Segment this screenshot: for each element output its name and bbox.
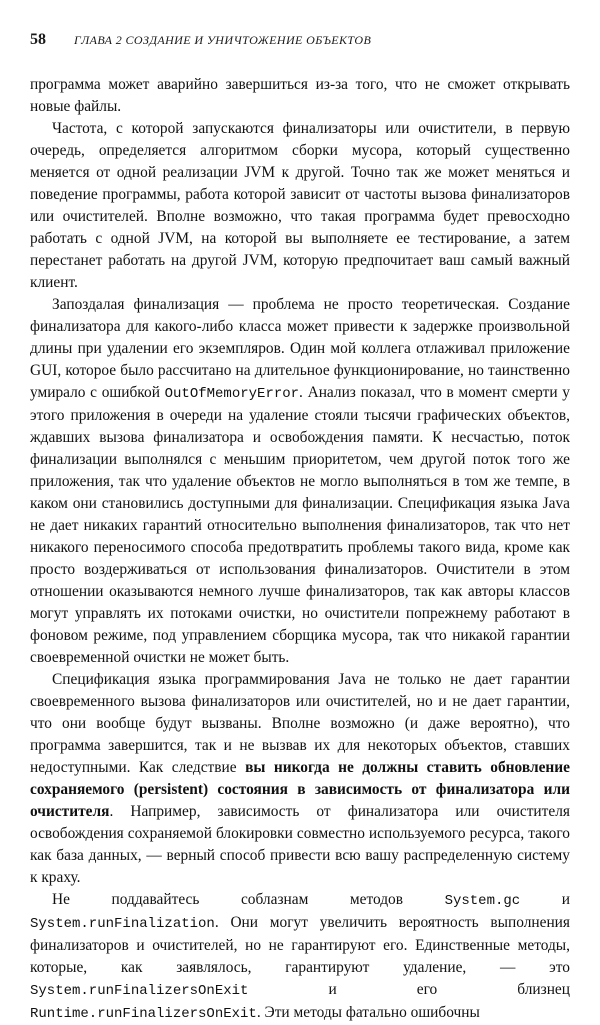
paragraph-5-text-d: и его близнец — [248, 981, 570, 998]
paragraph-5-text-b: и — [520, 891, 570, 908]
page-number: 58 — [30, 31, 46, 48]
paragraph-4 — [30, 669, 570, 889]
paragraph-3-text-b: . Анализ показал, что в момент смерти у этого приложения в очереди на удаление стояли тысячи графических объектов, ждавших вызова финализатора и освобождения памяти. К несчастью, поток финализации выполнялся с меньшим приоритетом, чем другой поток того же приложения, так что удаление объектов не могло выполняться в том же темпе, в каком они становились доступными для финализации. Спецификация языка Java не дает никаких гарантий относительно выполнения финализаторов, так что нет никакого переносимого способа предотвратить проблемы такого вида, кроме как просто воздерживаться от использования финализаторов. Очистители в этом отношении оказываются немного лучше финализаторов, так как авторы классов могут управлять их потоками очистки, но очистители попрежнему работают в фоновом режиме, под управлением сборщика мусора, так что никакой гарантии своевременной очистки не может быть. — [30, 384, 570, 666]
running-header — [30, 31, 570, 53]
paragraph-5 — [30, 889, 570, 1025]
paragraph-5-text-c: . Они могут увеличить вероятность выполнения финализаторов и очистителей, но не гарантируют его. Единственные методы, которые, как заявлялось, гарантируют удаление, — это — [30, 914, 570, 976]
paragraph-3 — [30, 294, 570, 669]
paragraph-5-text-a: Не поддавайтесь соблазнам методов — [52, 891, 445, 908]
paragraph-5-text-e: . Эти методы фатально ошибочны — [256, 1004, 480, 1021]
paragraph-4-text-b: . Например, зависимость от финализатора или очистителя освобождения сохраняемой блокировки совместно используемого ресурса, такого как база данных, — верный способ привести всю вашу распределенную систему к краху. — [30, 803, 570, 886]
paragraph-4-emphasis: вы никогда не должны ставить обновление сохраняемого (persistent) состояния в зависимость от финализатора или очистителя — [30, 759, 570, 820]
code-system-run-finalizers-on-exit: System.runFinalizersOnExit — [30, 983, 249, 999]
paragraph-2 — [30, 118, 570, 294]
paragraph-2-text: Частота, с которой запускаются финализаторы или очистители, в первую очередь, определяется алгоритмом сборки мусора, который существенно меняется от одной реализации JVM к другой. Точно так же может меняться и поведение программы, работа которой зависит от частоты вызова финализаторов или очистителей. Вполне возможно, что такая программа будет превосходно работать с одной JVM, на которой вы выполняете ее тестирование, а затем перестанет работать на другой JVM, которую предпочитает ваш самый важный клиент. — [30, 120, 570, 291]
code-system-run-finalization: System.runFinalization — [30, 916, 215, 932]
code-system-gc: System.gc — [444, 893, 521, 909]
chapter-title: ГЛАВА 2 СОЗДАНИЕ И УНИЧТОЖЕНИЕ ОБЪЕКТОВ — [74, 33, 372, 47]
body-text — [30, 74, 570, 1025]
paragraph-4-text-a: Спецификация языка программирования Java не только не дает гарантии своевременного вызова финализаторов или очистителей, но и не дает гарантии, что они вообще будут вызваны. Вполне возможно (и даже вероятно), что программа завершится, так и не вызвав их для некоторых объектов, ставших недоступными. Как следствие — [30, 671, 570, 776]
paragraph-1-text: программа может аварийно завершиться из-за того, что не сможет открывать новые файлы. — [30, 76, 570, 115]
code-runtime-run-finalizers-on-exit: Runtime.runFinalizersOnExit — [30, 1006, 257, 1022]
code-out-of-memory-error: OutOfMemoryError — [164, 386, 300, 402]
paragraph-3-text-a: Запоздалая финализация — проблема не просто теоретическая. Создание финализатора для какого-либо класса может привести к задержке произвольной длины при удалении его экземпляров. Один мой коллега отлаживал приложение GUI, которое было рассчитано на длительное функционирование, но таинственно умирало с ошибкой — [30, 296, 570, 401]
paragraph-1 — [30, 74, 570, 118]
